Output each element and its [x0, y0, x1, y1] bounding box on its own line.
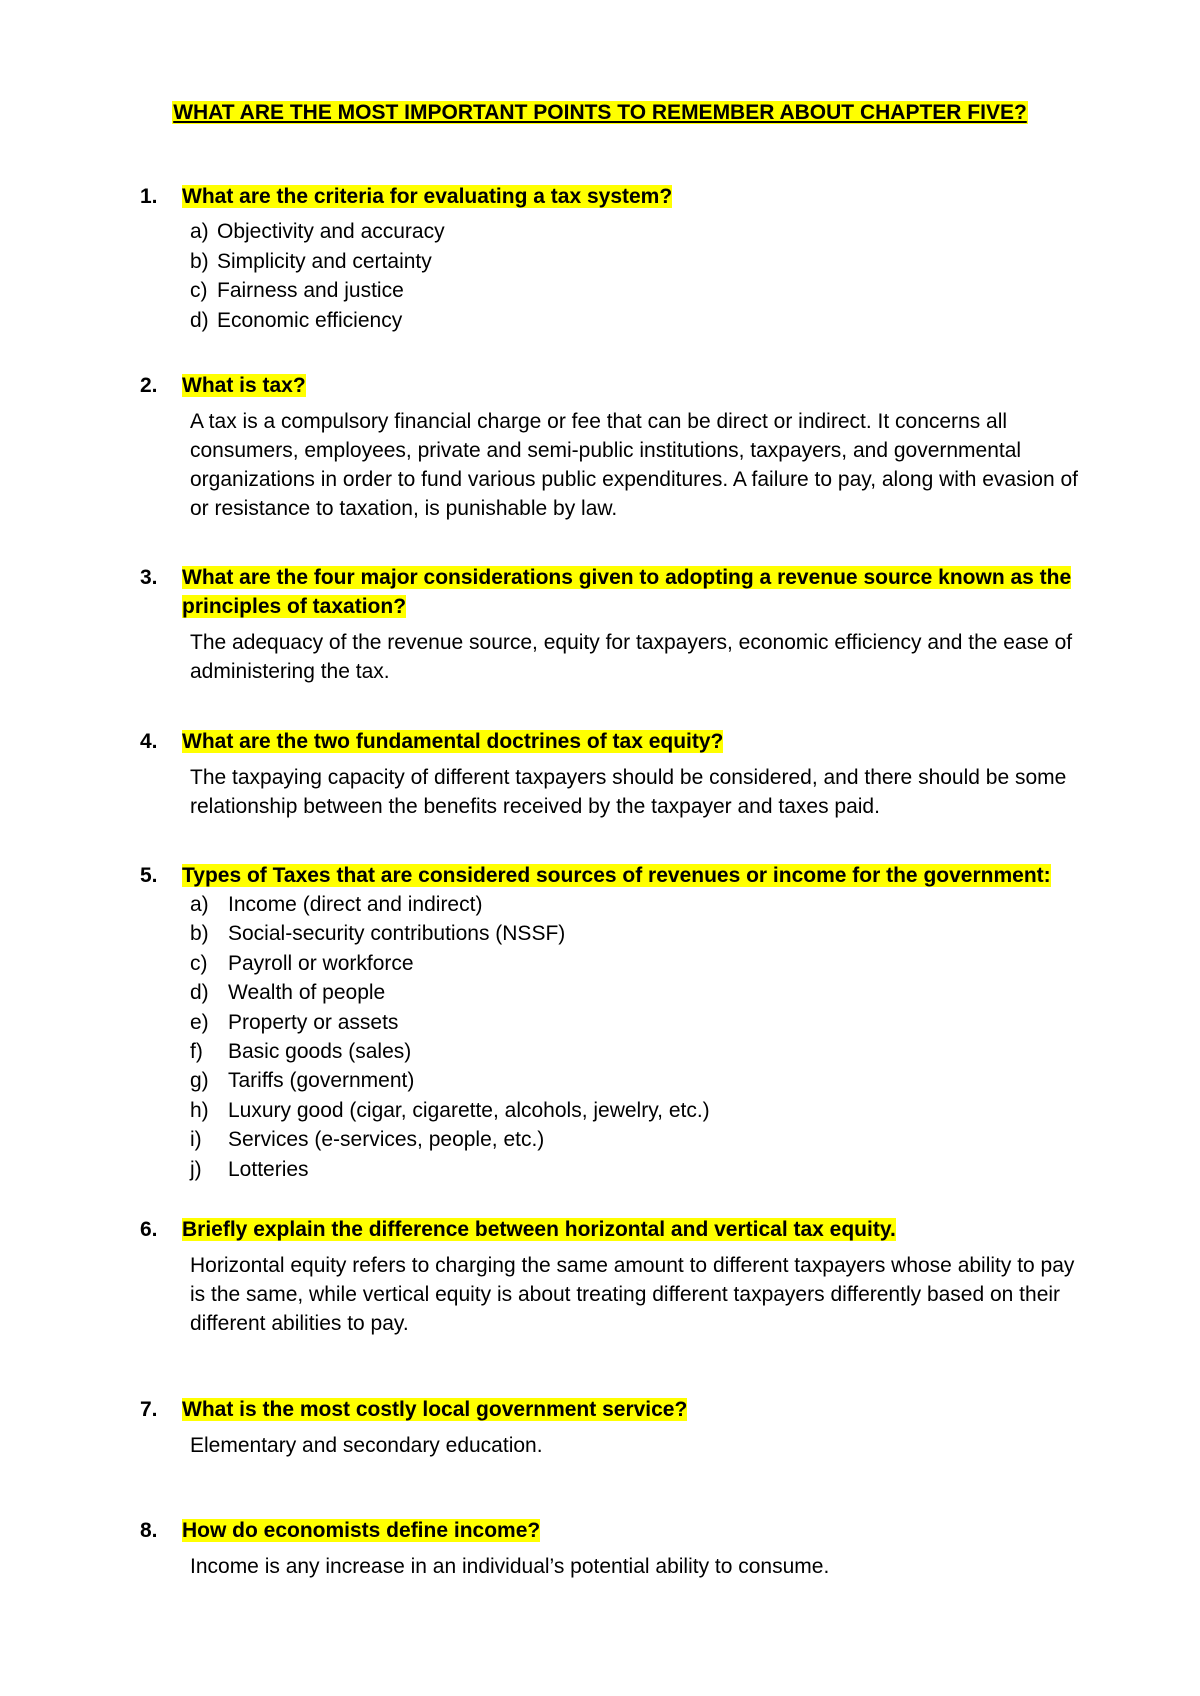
question-text: What are the two fundamental doctrines of tax equity?	[182, 730, 724, 753]
question-text: What are the four major considerations given to adopting a revenue source known as the principles of taxation?	[182, 566, 1072, 618]
question-text: What is the most costly local government service?	[182, 1398, 688, 1421]
list-item: b) Social-security contributions (NSSF)	[190, 922, 566, 946]
answer-text: Income is any increase in an individual’s potential ability to consume.	[190, 1555, 830, 1578]
question-text: Briefly explain the difference between horizontal and vertical tax equity.	[182, 1218, 896, 1241]
option-list	[190, 217, 1080, 335]
question-number: 5.	[140, 864, 158, 887]
question-8	[140, 1516, 1080, 1581]
question-text: What are the criteria for evaluating a tax system?	[182, 185, 673, 208]
list-item: f) Basic goods (sales)	[190, 1040, 412, 1064]
question-6	[140, 1215, 1080, 1338]
question-4	[140, 727, 1080, 821]
list-item: a) Income (direct and indirect)	[190, 893, 483, 916]
answer-text: The adequacy of the revenue source, equity for taxpayers, economic efficiency and the ease of administering the tax.	[190, 631, 1073, 683]
list-item: d) Economic efficiency	[190, 308, 403, 332]
option-list	[190, 890, 1080, 1184]
list-item: g) Tariffs (government)	[190, 1069, 415, 1093]
list-item: h) Luxury good (cigar, cigarette, alcohols, jewelry, etc.)	[190, 1098, 710, 1122]
list-item: e) Property or assets	[190, 1010, 399, 1034]
question-text: How do economists define income?	[182, 1519, 541, 1542]
question-number: 1.	[140, 185, 158, 208]
answer-text: Horizontal equity refers to charging the same amount to different taxpayers whose ability to pay is the same, while vertical equity is about treating different taxpayers differently based on their different abilities to pay.	[190, 1254, 1075, 1335]
answer-text: The taxpaying capacity of different taxpayers should be considered, and there should be some relationship between the benefits received by the taxpayer and taxes paid.	[190, 766, 1067, 818]
question-number: 6.	[140, 1218, 158, 1241]
question-1	[140, 182, 1080, 335]
list-item: j) Lotteries	[190, 1157, 309, 1181]
question-3	[140, 563, 1080, 686]
list-item: c) Fairness and justice	[190, 279, 404, 302]
answer-text: Elementary and secondary education.	[190, 1434, 543, 1457]
question-number: 4.	[140, 730, 158, 753]
question-text: What is tax?	[182, 374, 306, 397]
question-number: 8.	[140, 1519, 158, 1542]
question-text: Types of Taxes that are considered sources of revenues or income for the government:	[182, 864, 1051, 887]
list-item: i) Services (e-services, people, etc.)	[190, 1128, 545, 1152]
question-2	[140, 371, 1080, 523]
question-number: 7.	[140, 1398, 158, 1421]
answer-text: A tax is a compulsory financial charge or fee that can be direct or indirect. It concerns all consumers, employees, private and semi-public institutions, taxpayers, and governmental organizations in order to fund various public expenditures. A failure to pay, along with evasion of or resistance to taxation, is punishable by law.	[190, 410, 1078, 520]
list-item: c) Payroll or workforce	[190, 951, 414, 975]
question-number: 2.	[140, 374, 158, 397]
page-title: WHAT ARE THE MOST IMPORTANT POINTS TO REMEMBER ABOUT CHAPTER FIVE?	[173, 101, 1027, 124]
list-item: d) Wealth of people	[190, 981, 386, 1005]
list-item: b) Simplicity and certainty	[190, 249, 432, 273]
question-5	[140, 861, 1080, 1184]
question-7	[140, 1395, 1080, 1460]
list-item: a) Objectivity and accuracy	[190, 220, 445, 243]
question-number: 3.	[140, 566, 158, 589]
